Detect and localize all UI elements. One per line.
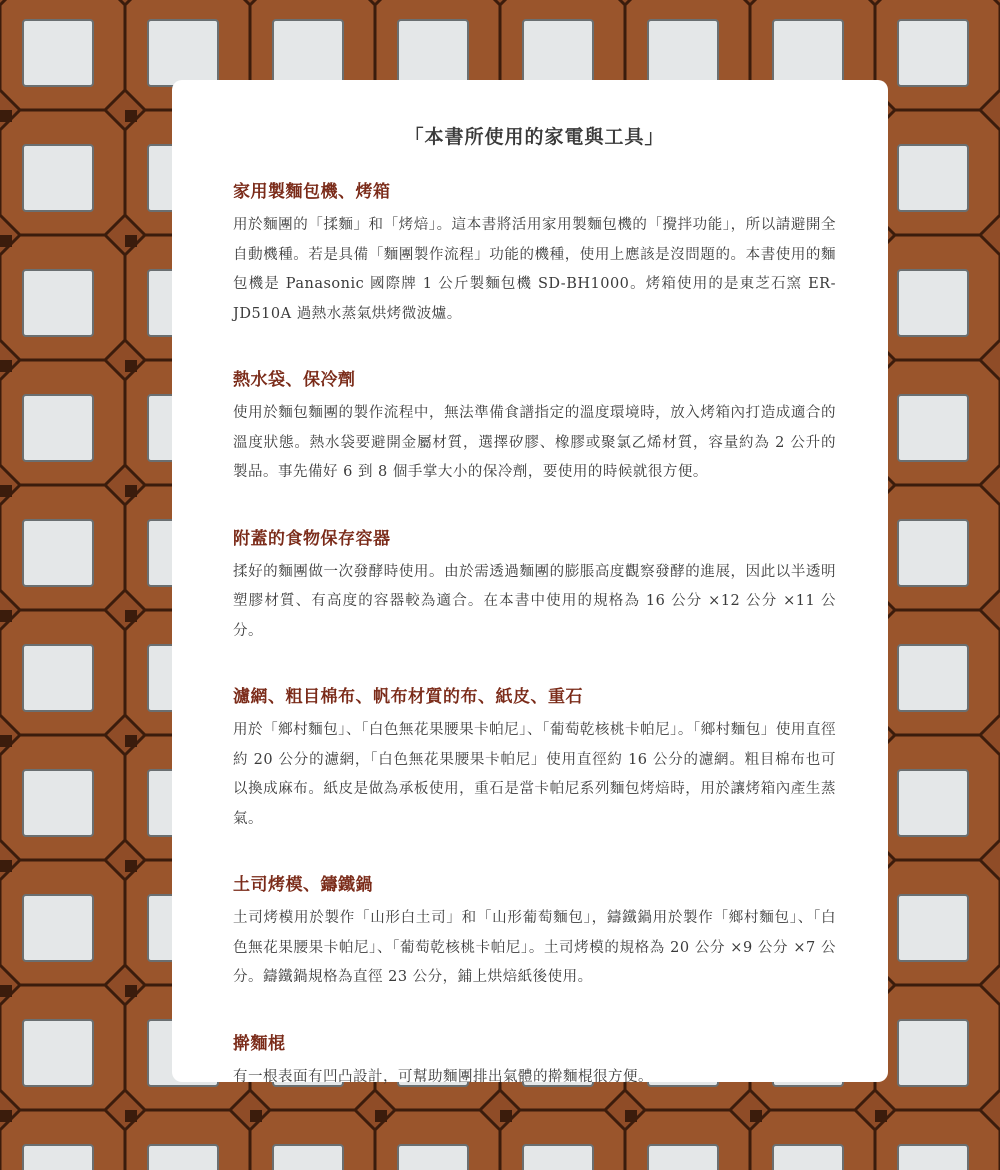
- section-heading: 熱水袋、保冷劑: [233, 370, 356, 390]
- section-heading: 附蓋的食物保存容器: [233, 528, 391, 549]
- section-body: 用於「鄉村麵包」、「白色無花果腰果卡帕尼」、「葡萄乾核桃卡帕尼」。「鄉村麵包」使用直徑約 20 公分的濾網，「白色無花果腰果卡帕尼」使用直徑約 16 公分的濾網。粗目棉布也可以換成麻布。紙皮是做為承板使用，重石是當卡帕尼系列麵包烤焙時，用於讓烤箱內產生蒸氣。: [233, 722, 836, 827]
- page-title: 「本書所使用的家電與工具」: [404, 126, 665, 148]
- section-heading: 家用製麵包機、烤箱: [233, 182, 391, 202]
- section-storage-container: [233, 524, 836, 647]
- section-heading: 擀麵棍: [233, 1033, 286, 1054]
- section-heading: 濾網、粗目棉布、帆布材質的布、紙皮、重石: [233, 687, 583, 707]
- section-heading: 土司烤模、鑄鐵鍋: [233, 875, 373, 895]
- section-strainer-cloth: [233, 682, 836, 834]
- section-body: 用於麵團的「揉麵」和「烤焙」。這本書將活用家用製麵包機的「攪拌功能」，所以請避開全自動機種。若是具備「麵團製作流程」功能的機種，使用上應該是沒問題的。本書使用的麵包機是 Panasonic 國際牌 1 公斤製麵包機 SD-BH1000。烤箱使用的是東芝石窯 ER-JD510A 過熱水蒸氣烘烤微波爐。: [233, 217, 836, 322]
- section-body: 有一根表面有凹凸設計，可幫助麵團排出氣體的擀麵棍很方便。: [233, 1068, 653, 1085]
- section-body: 揉好的麵團做一次發酵時使用。由於需透過麵團的膨脹高度觀察發酵的進展，因此以半透明塑膠材質、有高度的容器較為適合。在本書中使用的規格為 16 公分 ×12 公分 ×11 公分。: [233, 563, 836, 639]
- section-bread-machine-oven: [233, 177, 836, 329]
- section-toast-mold-cast-iron: [233, 870, 836, 993]
- section-rolling-pin: [233, 1029, 836, 1093]
- section-hot-water-bag: [233, 365, 836, 488]
- section-body: 使用於麵包麵團的製作流程中，無法準備食譜指定的溫度環境時，放入烤箱內打造成適合的溫度狀態。熱水袋要避開金屬材質，選擇矽膠、橡膠或聚氯乙烯材質，容量約為 2 公升的製品。事先備好 6 到 8 個手掌大小的保冷劑，要使用的時候就很方便。: [233, 405, 836, 480]
- content-card: [172, 80, 888, 1085]
- section-body: 土司烤模用於製作「山形白土司」和「山形葡萄麵包」，鑄鐵鍋用於製作「鄉村麵包」、「白色無花果腰果卡帕尼」、「葡萄乾核桃卡帕尼」。土司烤模的規格為 20 公分 ×9 公分 ×7 公分。鑄鐵鍋規格為直徑 23 公分，鋪上烘焙紙後使用。: [233, 910, 836, 985]
